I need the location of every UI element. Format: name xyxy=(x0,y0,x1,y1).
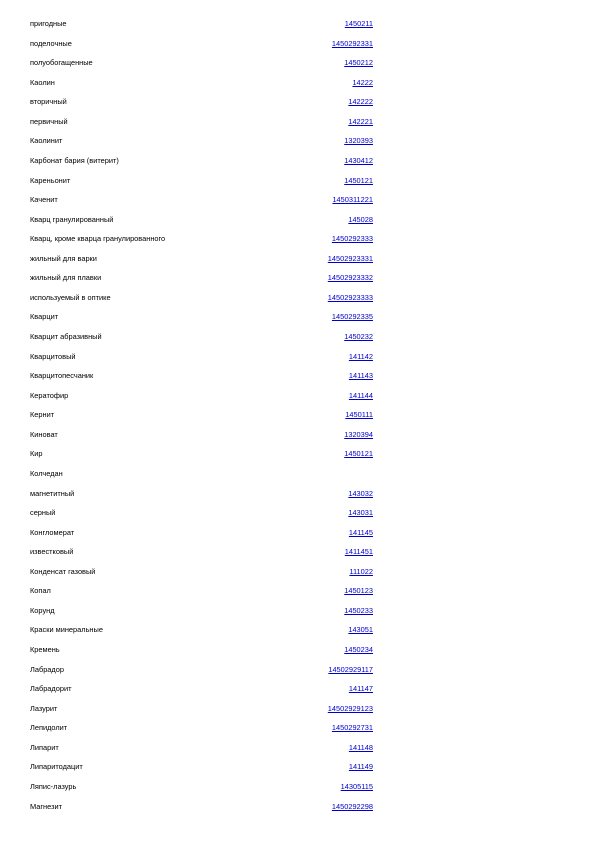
item-code-link[interactable]: 141144 xyxy=(348,390,373,400)
list-item xyxy=(0,504,595,524)
list-item xyxy=(0,406,595,426)
item-code-link[interactable]: 1450311221 xyxy=(332,195,373,205)
list-item xyxy=(0,582,595,602)
item-code-link[interactable]: 14305115 xyxy=(340,781,373,791)
item-name: Кремень xyxy=(30,645,60,654)
list-item xyxy=(0,308,595,328)
item-code-link[interactable]: 143032 xyxy=(348,488,373,498)
list-item xyxy=(0,524,595,544)
list-item xyxy=(0,602,595,622)
item-name: Липаритодацит xyxy=(30,762,83,772)
list-item xyxy=(0,661,595,681)
list-item xyxy=(0,739,595,759)
list-item xyxy=(0,700,595,720)
item-name: Кварцит xyxy=(30,312,59,322)
item-code-link[interactable]: 1450232 xyxy=(344,332,373,341)
list-item xyxy=(0,621,595,641)
list-item xyxy=(0,152,595,172)
item-name: жильный для плавки xyxy=(30,273,102,283)
item-code-link[interactable]: 141147 xyxy=(348,684,373,694)
item-code-link[interactable]: 14222 xyxy=(352,77,373,87)
item-name: вторичный xyxy=(30,97,67,107)
item-code-link[interactable]: 14502929117 xyxy=(328,664,373,674)
list-item xyxy=(0,641,595,661)
item-code-link[interactable]: 1450234 xyxy=(344,645,373,654)
item-name: Кварц, кроме кварца гранулированного xyxy=(30,234,166,244)
list-item xyxy=(0,211,595,231)
item-name: Кареньонит xyxy=(30,175,71,185)
item-name: Магнезит xyxy=(30,801,62,811)
list-item xyxy=(0,250,595,270)
item-name: полуобогащенные xyxy=(30,58,93,68)
item-name: Лазурит xyxy=(30,703,58,713)
list-item xyxy=(0,230,595,250)
item-name: Ляпис-лазурь xyxy=(30,781,77,791)
item-code-link[interactable]: 141143 xyxy=(348,371,373,381)
list-item xyxy=(0,54,595,74)
list-item xyxy=(0,93,595,113)
list-item xyxy=(0,798,595,818)
list-item xyxy=(0,758,595,778)
item-name: Лепидолит xyxy=(30,723,68,733)
item-code-link[interactable]: 143031 xyxy=(348,508,373,518)
item-name: Киноват xyxy=(30,429,58,439)
item-code-link[interactable]: 142222 xyxy=(348,97,373,107)
item-code-link[interactable]: 1320394 xyxy=(344,429,373,439)
item-name: Каолинит xyxy=(30,136,63,146)
list-item xyxy=(0,367,595,387)
item-code-link[interactable]: 1450292298 xyxy=(331,801,373,811)
item-name: Кварцит абразивный xyxy=(30,332,102,341)
list-item xyxy=(0,485,595,505)
item-code-link[interactable]: 141145 xyxy=(348,527,373,537)
list-item xyxy=(0,191,595,211)
list-item xyxy=(0,719,595,739)
list-item xyxy=(0,348,595,368)
item-name: Кир xyxy=(30,449,43,459)
item-code-link[interactable]: 1450292333 xyxy=(331,234,373,244)
item-name: Каолин xyxy=(30,77,55,87)
item-name: Липарит xyxy=(30,742,59,752)
item-name: Карбонат бария (витерит) xyxy=(30,155,119,165)
item-code-link[interactable]: 1450233 xyxy=(344,605,373,615)
item-code-link[interactable]: 14502923332 xyxy=(327,273,373,283)
item-name: пригодные xyxy=(30,19,67,28)
item-name: Кернит xyxy=(30,410,55,420)
list-item xyxy=(0,289,595,309)
list-item xyxy=(0,543,595,563)
item-code-link[interactable]: 1450292335 xyxy=(331,312,373,322)
item-name: жильный для варки xyxy=(30,253,97,263)
item-code-link[interactable]: 145028 xyxy=(348,214,373,224)
item-code-link[interactable]: 1450292731 xyxy=(331,723,373,733)
item-name: известковый xyxy=(30,547,74,557)
item-name: Колчедан xyxy=(30,468,63,478)
item-code-link[interactable]: 142221 xyxy=(348,116,373,126)
list-item xyxy=(0,387,595,407)
item-code-link[interactable]: 141142 xyxy=(348,351,373,361)
item-name: Кварц гранулированный xyxy=(30,214,114,224)
list-item xyxy=(0,563,595,583)
item-name: Краски минеральные xyxy=(30,625,103,635)
item-code-link[interactable]: 14502923331 xyxy=(327,253,373,263)
list-item xyxy=(0,74,595,94)
item-name: Корунд xyxy=(30,605,55,615)
item-code-link[interactable]: 143051 xyxy=(348,625,373,635)
item-name: Кварцитопесчаник xyxy=(30,371,94,381)
item-code-link[interactable]: 14502923333 xyxy=(327,292,373,302)
code-list xyxy=(0,15,595,817)
item-code-link[interactable]: 1450123 xyxy=(344,586,373,596)
item-name: Кератофир xyxy=(30,390,69,400)
item-name: Лабрадор xyxy=(30,664,64,674)
item-name: магнетитный xyxy=(30,488,75,498)
item-code-link[interactable]: 1320393 xyxy=(344,136,373,146)
item-code-link[interactable]: 1450212 xyxy=(344,58,373,68)
item-name: Кварцитовый xyxy=(30,351,76,361)
item-code-link[interactable]: 1450121 xyxy=(344,175,373,185)
item-code-link[interactable]: 1411451 xyxy=(344,547,373,557)
list-item xyxy=(0,269,595,289)
item-code-link[interactable]: 1450111 xyxy=(345,410,373,420)
list-item xyxy=(0,35,595,55)
item-code-link[interactable]: 1450121 xyxy=(344,449,373,459)
list-item xyxy=(0,680,595,700)
item-name: используемый в оптике xyxy=(30,292,111,302)
item-name: Конгломерат xyxy=(30,527,75,537)
list-item xyxy=(0,465,595,485)
item-code-link[interactable]: 111022 xyxy=(349,566,373,576)
item-name: Конденсат газовый xyxy=(30,566,96,576)
list-item xyxy=(0,15,595,35)
item-code-link[interactable]: 141149 xyxy=(348,762,373,772)
item-name: Каченит xyxy=(30,195,58,205)
list-item xyxy=(0,328,595,348)
list-item xyxy=(0,445,595,465)
item-name: Копал xyxy=(30,586,51,596)
item-code-link[interactable]: 141148 xyxy=(348,742,373,752)
item-code-link[interactable]: 1450292331 xyxy=(331,38,373,48)
item-code-link[interactable]: 1450211 xyxy=(344,19,373,28)
item-code-link[interactable]: 1430412 xyxy=(344,155,373,165)
item-name: первичный xyxy=(30,116,68,126)
item-code-link[interactable]: 14502929123 xyxy=(327,703,373,713)
list-item xyxy=(0,172,595,192)
item-name: серный xyxy=(30,508,56,518)
list-item xyxy=(0,132,595,152)
list-item xyxy=(0,113,595,133)
item-name: поделочные xyxy=(30,38,72,48)
item-name: Лабрадорит xyxy=(30,684,72,694)
list-item xyxy=(0,778,595,798)
list-item xyxy=(0,426,595,446)
